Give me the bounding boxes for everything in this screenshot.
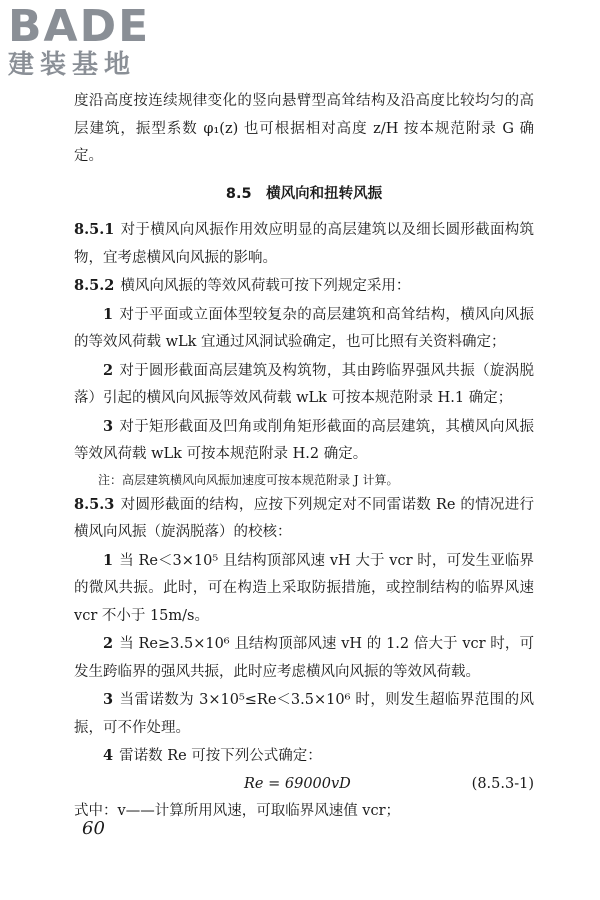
section-title: 8.5 横风向和扭转风振 [225, 185, 383, 202]
clause-8-5-2-item-2 [74, 357, 534, 413]
formula-expression: Re = 69000vD [244, 775, 351, 792]
item-text: 当雷诺数为 3×10⁵≤Re＜3.5×10⁶ 时，则发生超临界范围的风振，可不作处理。 [74, 692, 534, 736]
item-number: 4 [103, 747, 114, 764]
logo-sub-text: 建装基地 [8, 50, 137, 80]
clause-8-5-2-note: 注：高层建筑横风向风振加速度可按本规范附录 J 计算。 [98, 472, 399, 487]
item-number: 2 [103, 635, 114, 652]
clause-8-5-2 [74, 272, 534, 301]
clause-8-5-1 [74, 216, 534, 272]
clause-number: 8.5.3 [74, 495, 115, 513]
clause-8-5-2-item-3 [74, 413, 534, 469]
item-number: 2 [103, 361, 114, 379]
clause-8-5-3-item-4 [74, 742, 534, 771]
formula-where-clause: 式中：v——计算所用风速，可取临界风速值 vcr； [74, 803, 401, 819]
clause-number: 8.5.1 [74, 221, 115, 238]
item-text: 当 Re＜3×10⁵ 且结构顶部风速 vH 大于 vcr 时，可发生亚临界的微风共振。此时，可在构造上采取防振措施，或控制结构的临界风速 vcr 不小于 15m/s。 [74, 552, 534, 624]
formula-8-5-3-1 [74, 771, 534, 799]
clause-text: 横风向风振的等效风荷载可按下列规定采用： [120, 278, 411, 294]
item-number: 3 [103, 691, 114, 708]
clause-8-5-3-item-2 [74, 630, 534, 686]
clause-8-5-3-item-1 [74, 547, 534, 631]
intro-paragraph: 度沿高度按连续规律变化的竖向悬臂型高耸结构及沿高度比较均匀的高层建筑，振型系数 φ₁(z) 也可根据相对高度 z/H 按本规范附录 G 确定。 [74, 93, 534, 164]
item-number: 3 [103, 417, 114, 435]
item-text: 对于圆形截面高层建筑及构筑物，其由跨临界强风共振（旋涡脱落）引起的横风向风振等效风荷载 wLk 可按本规范附录 H.1 确定； [74, 362, 534, 406]
clause-8-5-3 [74, 491, 534, 547]
item-number: 1 [103, 305, 114, 323]
item-text: 对于矩形截面及凹角或削角矩形截面的高层建筑，其横风向风振等效风荷载 wLk 可按本规范附录 H.2 确定。 [74, 418, 534, 462]
item-text: 对于平面或立面体型较复杂的高层建筑和高耸结构，横风向风振的等效风荷载 wLk 宜通过风洞试验确定，也可比照有关资料确定； [74, 306, 534, 350]
page-content [74, 88, 534, 826]
page-number: 60 [82, 818, 105, 839]
clause-text: 对圆形截面的结构，应按下列规定对不同雷诺数 Re 的情况进行横风向风振（旋涡脱落）的校核： [74, 496, 534, 540]
item-number: 1 [103, 551, 114, 569]
clause-8-5-3-item-3 [74, 686, 534, 742]
clause-number: 8.5.2 [74, 277, 115, 294]
item-text: 当 Re≥3.5×10⁶ 且结构顶部风速 vH 的 1.2 倍大于 vcr 时，可发生跨临界的强风共振，此时应考虑横风向风振的等效风荷载。 [74, 636, 534, 680]
item-text: 雷诺数 Re 可按下列公式确定： [119, 748, 322, 764]
logo [8, 1, 178, 80]
formula-number: (8.5.3-1) [471, 775, 534, 792]
logo-main-text: BADE [8, 1, 151, 52]
clause-8-5-2-item-1 [74, 301, 534, 357]
clause-text: 对于横风向风振作用效应明显的高层建筑以及细长圆形截面构筑物，宜考虑横风向风振的影响。 [74, 222, 534, 266]
